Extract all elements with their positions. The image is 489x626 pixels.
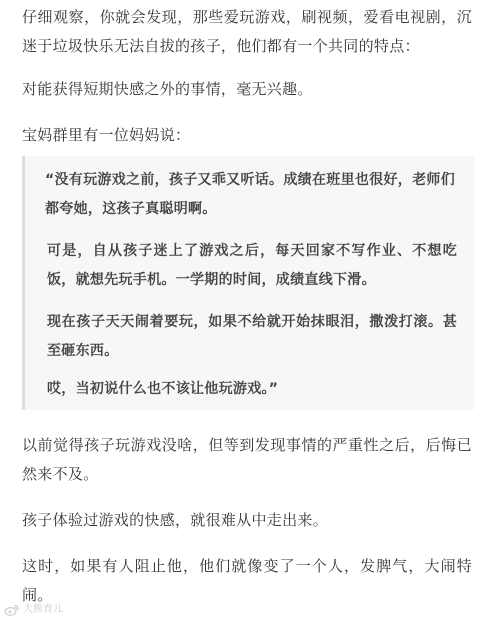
watermark-text: 大熊育儿 xyxy=(23,604,63,615)
paragraph-tantrum: 这时，如果有人阻止他，他们就像变了一个人，发脾气，大闹特闹。 xyxy=(22,557,472,604)
quote-paragraph-3: 现在孩子天天闹着要玩，如果不给就开始抹眼泪，撒泼打滚。甚至砸东西。 xyxy=(47,314,457,359)
paragraph-mom-group: 宝妈群里有一位妈妈说： xyxy=(22,126,191,144)
blockquote xyxy=(22,156,474,410)
quote-paragraph-1: “没有玩游戏之前，孩子又乖又听话。成绩在班里也很好，老师们都夸她，这孩子真聪明啊。 xyxy=(45,172,455,217)
quote-paragraph-4: 哎，当初说什么也不该让他玩游戏。” xyxy=(47,381,279,397)
paragraph-no-interest: 对能获得短期快感之外的事情，毫无兴趣。 xyxy=(22,80,313,98)
watermark xyxy=(4,603,63,617)
weibo-icon xyxy=(4,604,20,616)
quote-paragraph-2: 可是，自从孩子迷上了游戏之后，每天回家不写作业、不想吃饭，就想先玩手机。一学期的时间，成绩直线下滑。 xyxy=(47,243,457,288)
paragraph-hard-to-quit: 孩子体验过游戏的快感，就很难从中走出来。 xyxy=(22,511,329,529)
paragraph-observation: 仔细观察，你就会发现，那些爱玩游戏，刷视频，爱看电视剧，沉迷于垃圾快乐无法自拔的孩子，他们都有一个共同的特点： xyxy=(22,8,472,55)
paragraph-regret: 以前觉得孩子玩游戏没啥，但等到发现事情的严重性之后，后悔已然来不及。 xyxy=(22,436,472,483)
